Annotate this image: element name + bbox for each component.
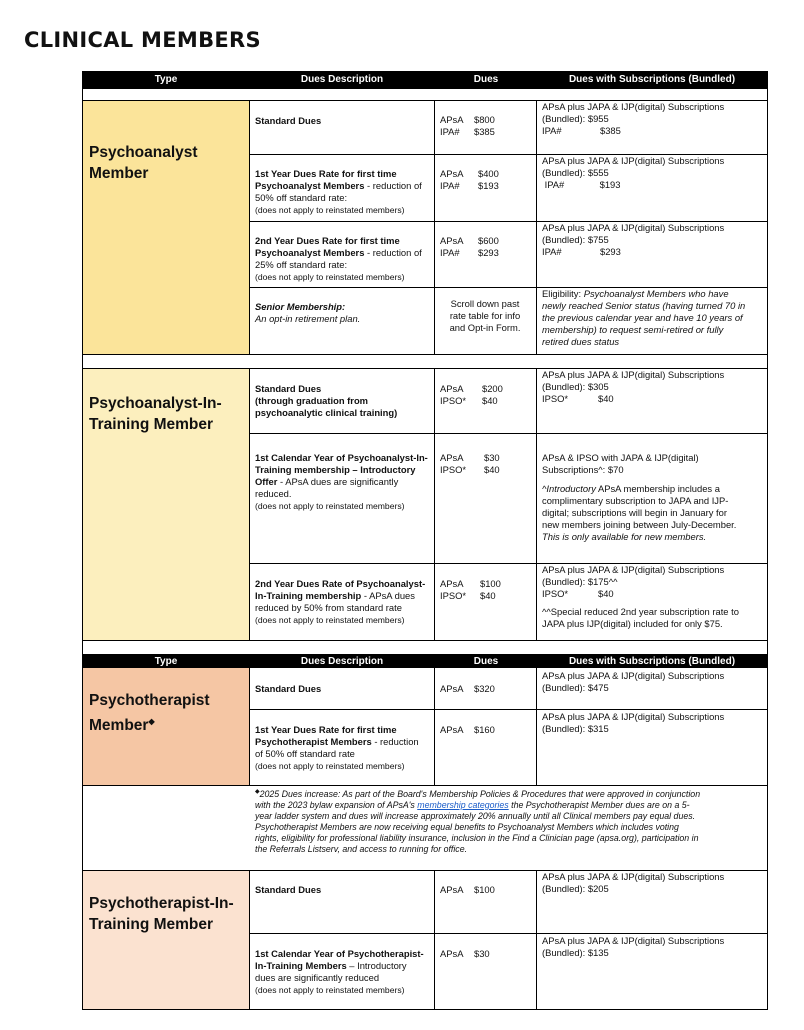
psychoanalyst-standard-desc: Standard Dues (255, 115, 322, 126)
psychoanalyst-second-year-bundled: APsA plus JAPA & IJP(digital) Subscriptions (Bundled): $755 IPA# $293 (542, 222, 725, 257)
diamond-icon: ◆ (255, 789, 260, 795)
page-title: CLINICAL MEMBERS (24, 28, 261, 52)
pit-standard-dues: APsA $200 IPSO* $40 (440, 383, 503, 406)
psychoanalyst-first-year-desc: 1st Year Dues Rate for first time Psychoanalyst Members - reduction of 50% off standard rate: (does not apply to reinstated members) (255, 168, 422, 215)
header-type: Type (154, 655, 178, 667)
pt-standard-desc: Standard Dues (255, 683, 322, 694)
header-desc: Dues Description (300, 655, 384, 667)
psychoanalyst-second-year-desc: 2nd Year Dues Rate for first time Psychoanalyst Members - reduction of 25% off standard rate: (does not apply to reinstated members) (255, 235, 422, 282)
pt-first-year-desc: 1st Year Dues Rate for first time Psychotherapist Members - reduction of 50% off standard rate (does not apply to reinstated members) (255, 724, 419, 771)
psychoanalyst-type-label: Psychoanalyst Member (89, 144, 198, 182)
senior-membership-dues: Scroll down past rate table for info and Opt-in Form. (449, 298, 521, 333)
header-dues: Dues (473, 74, 499, 85)
pit-second-year-dues: APsA $100 IPSO* $40 (440, 578, 501, 601)
psychoanalyst-first-year-bundled: APsA plus JAPA & IJP(digital) Subscriptions (Bundled): $555 IPA# $193 (542, 155, 725, 190)
header-dues: Dues (473, 655, 499, 667)
ptit-first-year-desc: 1st Calendar Year of Psychotherapist- In-Training Members – Introductory dues are significantly reduced (does not apply to reinstated members) (255, 948, 424, 995)
psychoanalyst-standard-dues: APsA $800 IPA# $385 (440, 114, 495, 137)
pit-standard-desc: Standard Dues (through graduation from psychoanalytic clinical training) (255, 383, 398, 418)
pit-first-year-bundled: APsA & IPSO with JAPA & IJP(digital) Subscriptions^: $70 ^Introductory APsA membership includes a complimentary subscription to JAPA and IJP- digital; subscriptions will begin in January for new members joining between July-December. This is only available for new members. (542, 452, 737, 542)
pit-standard-bundled: APsA plus JAPA & IJP(digital) Subscriptions (Bundled): $305 IPSO* $40 (542, 369, 725, 404)
senior-membership-desc: Senior Membership: An opt-in retirement plan. (255, 301, 361, 324)
pit-first-year-dues: APsA $30 IPSO* $40 (440, 452, 500, 475)
pit-second-year-bundled: APsA plus JAPA & IJP(digital) Subscriptions (Bundled): $175^^ IPSO* $40 ^^Special reduced 2nd year subscription rate to JAPA plus IJP(digital) included for only $75. (542, 564, 739, 629)
ptit-type-cell (83, 870, 249, 1009)
table-header-2 (83, 654, 767, 668)
header-bundled: Dues with Subscriptions (Bundled) (568, 74, 736, 85)
dues-increase-footnote: ◆2025 Dues increase: As part of the Board's Membership Policies & Procedures that were approved in conjunction with the 2023 bylaw expansion of APsA's membership categories the Psychotherapist Member dues are on a 5- year ladder system and dues will increase approximately 20% annually until all Clinical members pay equal dues. Psychotherapist Members are now receiving equal benefits to Psychoanalyst Members which includes voting rights, eligibility for professional liability insurance, inclusion in the Find a Clinician page (apsa.org), participation in the Referrals Listserv, and access to running for office. (255, 788, 701, 854)
membership-categories-link[interactable]: membership categories (417, 799, 509, 810)
psychoanalyst-first-year-dues: APsA $400 IPA# $193 (440, 168, 499, 191)
pt-first-year-bundled: APsA plus JAPA & IJP(digital) Subscriptions (Bundled): $315 (542, 711, 725, 734)
header-bundled: Dues with Subscriptions (Bundled) (568, 655, 736, 667)
pit-type-label: Psychoanalyst-In- Training Member (89, 395, 222, 433)
pit-second-year-desc: 2nd Year Dues Rate of Psychoanalyst- In-Training membership - APsA dues reduced by 50% from standard rate (does not apply to reinstated members) (255, 578, 426, 625)
psychoanalyst-second-year-dues: APsA $600 IPA# $293 (440, 235, 499, 258)
header-desc: Dues Description (300, 74, 384, 85)
ptit-first-year-dues: APsA $30 (440, 948, 490, 959)
senior-membership-eligibility: Eligibility: Psychoanalyst Members who have newly reached Senior status (having turned 70 in the previous calendar year and have 10 years of membership) to request semi-retired or fully retired dues status (542, 288, 746, 347)
pt-standard-bundled: APsA plus JAPA & IJP(digital) Subscriptions (Bundled): $475 (542, 670, 725, 693)
header-type: Type (154, 74, 178, 85)
psychoanalyst-standard-bundled: APsA plus JAPA & IJP(digital) Subscriptions (Bundled): $955 IPA# $385 (542, 101, 725, 136)
diamond-icon: ◆ (148, 717, 155, 726)
pt-first-year-dues: APsA $160 (440, 724, 495, 735)
psychoanalyst-type-cell (83, 100, 249, 354)
table-header (83, 71, 767, 88)
pt-type-label: Psychotherapist Member◆ (89, 692, 210, 735)
ptit-type-label: Psychotherapist-In- Training Member (89, 895, 234, 933)
ptit-standard-bundled: APsA plus JAPA & IJP(digital) Subscriptions (Bundled): $205 (542, 871, 725, 894)
pit-first-year-desc: 1st Calendar Year of Psychoanalyst-In- Training membership – Introductory Offer - APsA dues are significantly reduced. (does not apply to reinstated members) (255, 452, 428, 511)
pt-standard-dues: APsA $320 (440, 683, 495, 694)
ptit-standard-dues: APsA $100 (440, 884, 495, 895)
ptit-first-year-bundled: APsA plus JAPA & IJP(digital) Subscriptions (Bundled): $135 (542, 935, 725, 958)
ptit-standard-desc: Standard Dues (255, 884, 322, 895)
